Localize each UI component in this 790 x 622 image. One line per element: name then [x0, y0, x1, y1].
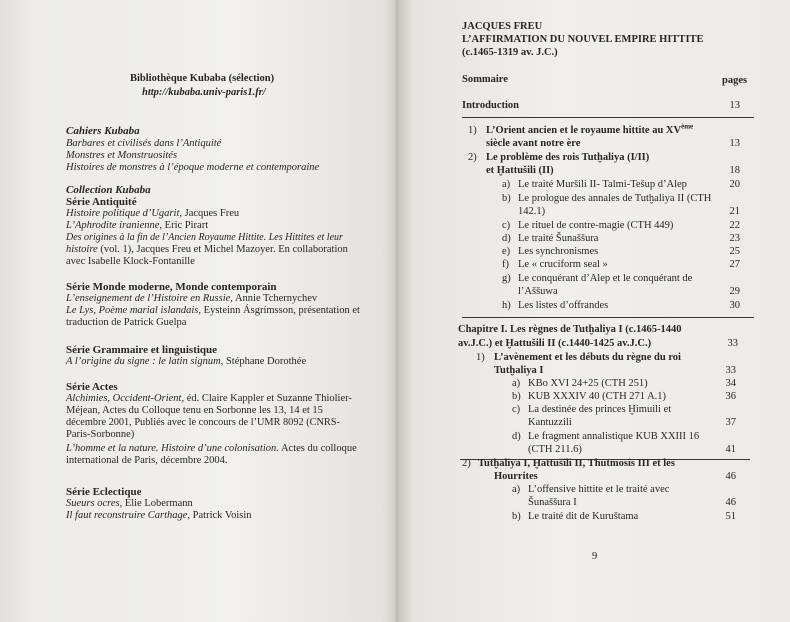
cahiers-item: Barbares et civilisés dans l’Antiquité	[66, 138, 222, 149]
toc-letter: b)	[512, 511, 521, 522]
book-entry: traduction de Patrick Guelpa	[66, 317, 187, 328]
toc-item: La destinée des princes Ḫimuili et	[528, 404, 672, 415]
toc-item: KBo XVI 24+25 (CTH 251)	[528, 378, 648, 389]
toc-divider	[462, 117, 754, 118]
toc-page: 29	[729, 286, 740, 297]
pages-label: pages	[722, 75, 748, 86]
cahiers-heading: Cahiers Kubaba	[66, 125, 140, 137]
toc-item: Le prologue des annales de Tutḫaliya II (CTH	[518, 193, 712, 204]
cahiers-item: Histoires de monstres à l’époque moderne et contemporaine	[66, 162, 320, 173]
toc-letter: b)	[502, 193, 511, 204]
toc-letter: b)	[512, 391, 521, 402]
serie-moderne-heading: Série Monde moderne, Monde contemporain	[66, 281, 277, 293]
toc-item: Le rituel de contre-magie (CTH 449)	[518, 220, 674, 231]
toc-subsection: Tutḫaliya I, Ḫattušili II, Thutmosis III et les	[478, 458, 675, 469]
toc-page: 23	[729, 233, 740, 244]
toc-page: 33	[725, 365, 736, 376]
toc-divider	[462, 317, 754, 318]
toc-introduction: Introduction	[462, 100, 519, 111]
book-entry: Histoire politique d’Ugarit, Jacques Freu	[66, 208, 240, 219]
serie-eclectique-heading: Série Eclectique	[66, 486, 142, 498]
toc-item: Les listes d’offrandes	[518, 300, 609, 311]
toc-chapter-1-cont: av.J.C.) et Ḫattušili II (c.1440-1425 av.J.C.)	[458, 338, 652, 349]
toc-section-2: Le problème des rois Tutḫaliya (I/II)	[486, 152, 650, 163]
toc-item: Les synchronismes	[518, 246, 599, 257]
book-entry: Le Lys, Poème marial islandais, Eysteinn Ásgrímsson, présentation et	[66, 305, 360, 316]
book-title: L’AFFIRMATION DU NOUVEL EMPIRE HITTITE	[462, 34, 704, 45]
toc-letter: c)	[512, 404, 521, 415]
toc-chapter-1: Chapitre I. Les règnes de Tutḫaliya I (c.1465-1440	[458, 324, 682, 335]
toc-letter: a)	[502, 179, 511, 190]
toc-item: Le fragment annalistique KUB XXIII 16	[528, 431, 700, 442]
toc-letter: d)	[512, 431, 521, 442]
book-entry: Il faut reconstruire Carthage, Patrick Voisin	[66, 510, 252, 521]
toc-num: 2)	[462, 458, 471, 469]
book-entry: Sueurs ocres, Elie Lobermann	[66, 498, 193, 509]
toc-page: 13	[729, 138, 740, 149]
serie-grammaire-heading: Série Grammaire et linguistique	[66, 344, 218, 356]
book-entry: histoire (vol. 1), Jacques Freu et Michel Mazoyer. En collaboration	[66, 244, 348, 255]
book-entry: L’enseignement de l’Histoire en Russie, Annie Tchernychev	[66, 293, 318, 304]
toc-page: 27	[729, 259, 740, 270]
toc-page: 21	[729, 206, 740, 217]
library-title: Bibliothèque Kubaba (sélection)	[130, 73, 275, 84]
toc-page: 20	[729, 179, 740, 190]
toc-page: 33	[727, 338, 738, 349]
book-dates: (c.1465-1319 av. J.C.)	[462, 47, 558, 58]
cahiers-item: Monstres et Monstruosités	[66, 150, 178, 161]
toc-num: 1)	[468, 125, 477, 136]
toc-section-1: L’Orient ancien et le royaume hittite au XVème	[486, 122, 694, 136]
toc-section-2-cont: et Ḫattušili (II)	[486, 165, 554, 176]
book-entry: avec Isabelle Klock-Fontanille	[66, 256, 195, 267]
toc-page: 46	[725, 471, 736, 482]
book-entry: Paris-Sorbonne)	[66, 429, 135, 440]
toc-item: Le traité Muršili II- Talmi-Tešup d’Alep	[518, 179, 687, 190]
toc-page: 46	[725, 497, 736, 508]
toc-page: 13	[729, 100, 740, 111]
book-entry: Alchimies, Occident-Orient, éd. Claire Kappler et Suzanne Thiolier-	[66, 393, 352, 404]
toc-page: 37	[725, 417, 736, 428]
toc-page: 18	[729, 165, 740, 176]
toc-item-cont: (CTH 211.6)	[528, 444, 582, 455]
toc-letter: h)	[502, 300, 511, 311]
toc-page: 36	[725, 391, 736, 402]
toc-item-cont: l’Aššuwa	[518, 286, 558, 297]
book-entry: décembre 2001, Publiés avec le concours de l’UMR 8092 (CNRS-	[66, 417, 340, 428]
toc-subsection-cont: Hourrites	[494, 471, 538, 482]
serie-antiquite-heading: Série Antiquité	[66, 196, 137, 208]
toc-item: Le « cruciform seal »	[518, 259, 608, 270]
toc-page: 30	[729, 300, 740, 311]
collection-heading: Collection Kubaba	[66, 184, 151, 196]
book-entry: L’homme et la nature. Histoire d’une colonisation. Actes du colloque	[66, 443, 357, 454]
toc-page: 22	[729, 220, 740, 231]
right-page	[398, 0, 790, 622]
toc-page: 41	[725, 444, 736, 455]
toc-item: KUB XXXIV 40 (CTH 271 A.1)	[528, 391, 667, 402]
sommaire-heading: Sommaire	[462, 74, 508, 85]
toc-letter: f)	[502, 259, 509, 270]
toc-item: Le conquérant d’Alep et le conquérant de	[518, 273, 693, 284]
toc-letter: d)	[502, 233, 511, 244]
book-author: JACQUES FREU	[462, 21, 543, 32]
toc-section-1-cont: siècle avant notre ère	[486, 138, 581, 149]
book-entry: international de Paris, décembre 2004.	[66, 455, 228, 466]
toc-letter: a)	[512, 484, 521, 495]
toc-letter: c)	[502, 220, 511, 231]
toc-letter: a)	[512, 378, 521, 389]
book-entry: Des origines à la fin de l’Ancien Royaume Hittite. Les Hittites et leur	[66, 232, 343, 243]
toc-letter: e)	[502, 246, 511, 257]
book-entry: Méjean, Actes du Colloque tenu en Sorbonne les 13, 14 et 15	[66, 405, 323, 416]
toc-page: 51	[725, 511, 736, 522]
toc-num: 1)	[476, 352, 485, 363]
toc-item: Le traité Šunaššura	[518, 233, 599, 244]
toc-item-cont: 142.1)	[518, 206, 546, 217]
toc-item-cont: Kantuzzili	[528, 417, 572, 428]
library-url: http://kubaba.univ-paris1.fr/	[142, 87, 266, 98]
toc-letter: g)	[502, 273, 511, 284]
toc-subsection: L’avènement et les débuts du règne du roi	[494, 352, 681, 363]
toc-item: L’offensive hittite et le traité avec	[528, 484, 670, 495]
book-entry: A l’origine du signe : le latin signum, Stéphane Dorothée	[66, 356, 307, 367]
toc-item: Le traité dit de Kuruštama	[528, 511, 639, 522]
serie-actes-heading: Série Actes	[66, 381, 118, 393]
toc-page: 25	[729, 246, 740, 257]
toc-item-cont: Šunaššura I	[528, 497, 577, 508]
toc-num: 2)	[468, 152, 477, 163]
book-entry: L’Aphrodite iranienne, Eric Pirart	[66, 220, 209, 231]
toc-subsection-cont: Tutḫaliya I	[494, 365, 544, 376]
toc-page: 34	[725, 378, 736, 389]
page-folio: 9	[592, 551, 598, 562]
